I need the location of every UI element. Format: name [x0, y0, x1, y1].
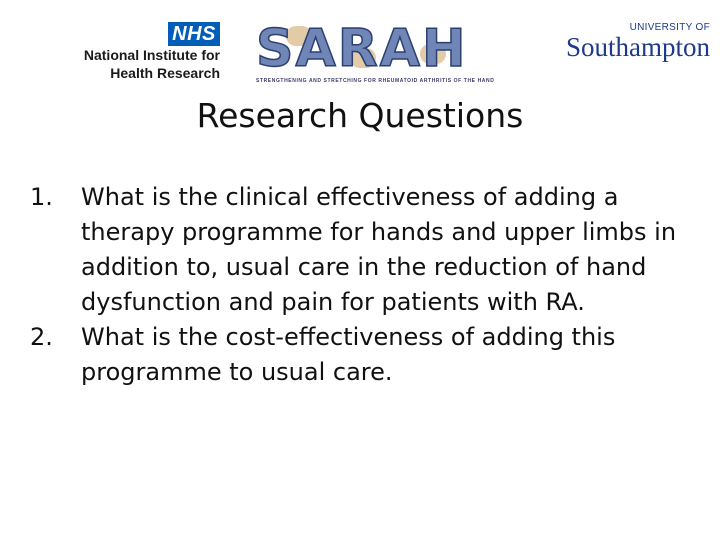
sarah-wordmark: SARAH [256, 19, 468, 79]
question-item [30, 320, 690, 390]
southampton-wordmark: Southampton [566, 32, 711, 62]
university-of-southampton-logo [566, 22, 716, 72]
questions-list [30, 180, 690, 390]
university-of-label: UNIVERSITY OF [629, 22, 710, 33]
question-number: 2. [30, 323, 53, 351]
question-item [30, 180, 690, 320]
nhs-logo-line2: Health Research [110, 65, 220, 81]
sarah-logo [252, 18, 495, 88]
sarah-tagline: STRENGTHENING AND STRETCHING FOR RHEUMATOID ARTHRITIS OF THE HAND [256, 78, 495, 84]
question-text: What is the clinical effectiveness of adding a therapy programme for hands and upper limbs in addition to, usual care in the reduction of hand dysfunction and pain for patients with RA. [81, 183, 677, 316]
question-number: 1. [30, 183, 53, 211]
nhs-logo-line1: National Institute for [83, 47, 220, 63]
slide-title: Research Questions [196, 96, 524, 135]
question-text: What is the cost-effectiveness of adding this programme to usual care. [81, 323, 616, 386]
nhs-nihr-logo [60, 22, 220, 82]
nhs-badge: NHS [168, 22, 220, 46]
